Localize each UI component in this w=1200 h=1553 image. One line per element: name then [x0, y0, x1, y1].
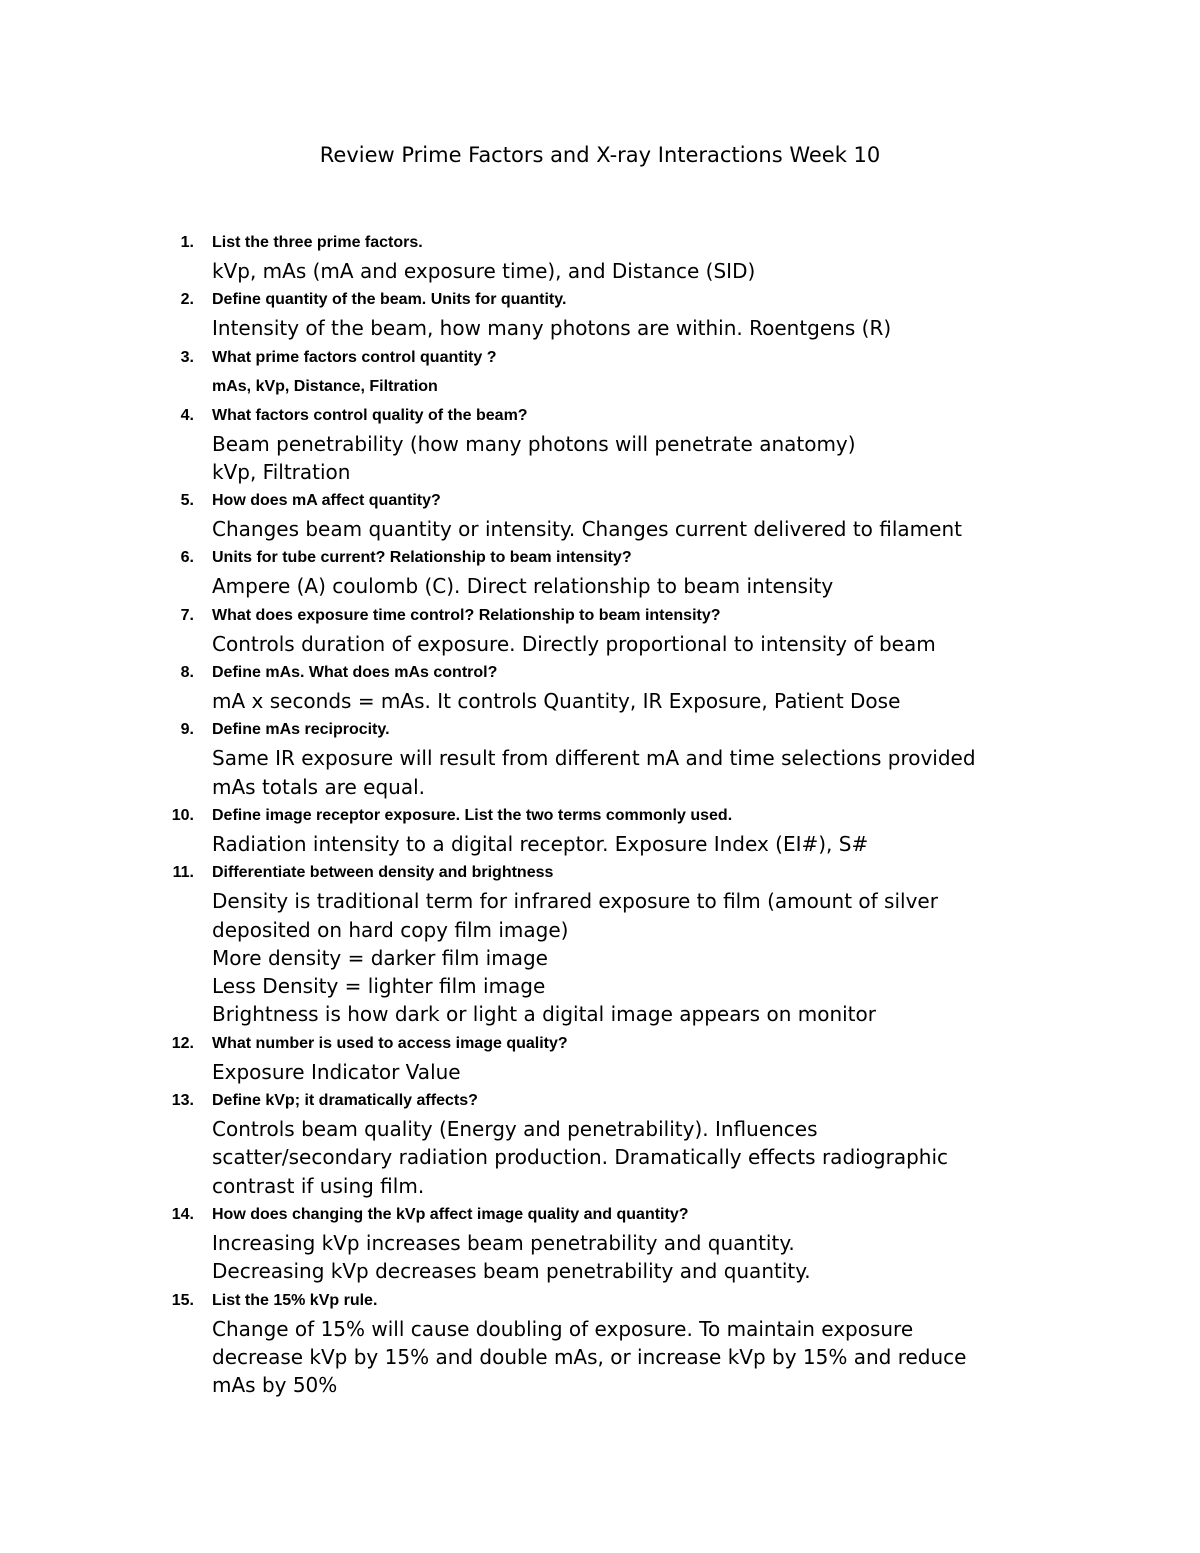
question-item [0, 343, 1200, 401]
question-text: Define image receptor exposure. List the two terms commonly used. [212, 806, 733, 824]
question-item [0, 1200, 1200, 1286]
question-number: 3. [180, 348, 194, 366]
question-text: List the 15% kVp rule. [212, 1291, 378, 1309]
answer-line: Increasing kVp increases beam penetrability and quantity. [212, 1230, 795, 1255]
question-number: 7. [180, 606, 194, 624]
question-item [0, 285, 1200, 342]
answer-line: contrast if using film. [212, 1173, 425, 1198]
answer-line: Brightness is how dark or light a digital image appears on monitor [212, 1002, 876, 1027]
question-item [0, 228, 1200, 285]
question-item [0, 1029, 1200, 1086]
question-number: 4. [180, 406, 194, 424]
question-number: 11. [172, 864, 194, 882]
document-title: Review Prime Factors and X-ray Interactions Week 10 [319, 143, 881, 167]
answer-line: Beam penetrability (how many photons will penetrate anatomy) [212, 431, 856, 456]
question-text: Define kVp; it dramatically affects? [212, 1092, 478, 1110]
question-item [0, 715, 1200, 801]
answer-line: Density is traditional term for infrared exposure to film (amount of silver [212, 889, 938, 914]
question-number: 13. [171, 1092, 194, 1110]
question-number: 14. [171, 1205, 194, 1223]
answer-line: Changes beam quantity or intensity. Changes current delivered to filament [212, 517, 962, 542]
question-item [0, 401, 1200, 487]
question-item [0, 658, 1200, 715]
answer-line: Less Density = lighter film image [212, 974, 546, 999]
answer-line: mAs totals are equal. [212, 774, 425, 799]
question-text: Define mAs. What does mAs control? [212, 664, 498, 682]
answer-line: Radiation intensity to a digital receptor. Exposure Index (EI#), S# [212, 831, 869, 856]
answer-line: Same IR exposure will result from different mA and time selections provided [212, 746, 976, 771]
question-text: What does exposure time control? Relationship to beam intensity? [212, 606, 721, 624]
question-item [0, 1086, 1200, 1200]
question-number: 15. [171, 1291, 194, 1309]
question-number: 8. [180, 664, 194, 682]
answer-line: scatter/secondary radiation production. Dramatically effects radiographic [212, 1145, 949, 1170]
answer-line: mAs by 50% [212, 1373, 338, 1398]
answer-line: mA x seconds = mAs. It controls Quantity, IR Exposure, Patient Dose [212, 689, 901, 714]
question-text: How does changing the kVp affect image quality and quantity? [212, 1205, 689, 1223]
question-number: 5. [180, 492, 194, 510]
question-number: 12. [171, 1034, 194, 1052]
question-text: List the three prime factors. [212, 234, 423, 251]
answer-line: mAs, kVp, Distance, Filtration [212, 377, 438, 395]
question-number: 2. [180, 291, 194, 309]
question-text: How does mA affect quantity? [212, 492, 441, 510]
question-number: 6. [180, 549, 194, 567]
answer-line: Intensity of the beam, how many photons are within. Roentgens (R) [212, 316, 892, 341]
answer-line: deposited on hard copy film image) [212, 917, 569, 942]
answer-line: Change of 15% will cause doubling of exposure. To maintain exposure [212, 1316, 914, 1341]
answer-line: Ampere (A) coulomb (C). Direct relationship to beam intensity [212, 574, 834, 599]
question-item [0, 858, 1200, 1028]
question-number: 9. [180, 721, 194, 739]
answer-line: kVp, mAs (mA and exposure time), and Distance (SID) [212, 259, 756, 283]
question-text: Differentiate between density and brightness [212, 864, 554, 882]
question-number: 10. [171, 806, 194, 824]
question-list [0, 228, 1200, 1399]
answer-line: decrease kVp by 15% and double mAs, or increase kVp by 15% and reduce [212, 1344, 967, 1369]
question-text: Units for tube current? Relationship to beam intensity? [212, 549, 632, 567]
answer-line: Controls duration of exposure. Directly proportional to intensity of beam [212, 631, 936, 656]
question-text: What factors control quality of the beam? [212, 406, 528, 424]
question-number: 1. [180, 234, 194, 251]
question-text: What prime factors control quantity ? [212, 348, 497, 366]
question-text: Define mAs reciprocity. [212, 721, 390, 739]
question-item [0, 486, 1200, 543]
answer-line: Decreasing kVp decreases beam penetrability and quantity. [212, 1259, 811, 1284]
answer-line: kVp, Filtration [212, 459, 351, 484]
question-text: Define quantity of the beam. Units for quantity. [212, 291, 567, 309]
question-item [0, 601, 1200, 658]
answer-line: Controls beam quality (Energy and penetrability). Influences [212, 1117, 818, 1142]
answer-line: More density = darker film image [212, 945, 548, 970]
question-item [0, 543, 1200, 600]
answer-line: Exposure Indicator Value [212, 1059, 461, 1084]
question-item [0, 801, 1200, 858]
question-text: What number is used to access image quality? [212, 1034, 568, 1052]
question-item [0, 1286, 1200, 1400]
